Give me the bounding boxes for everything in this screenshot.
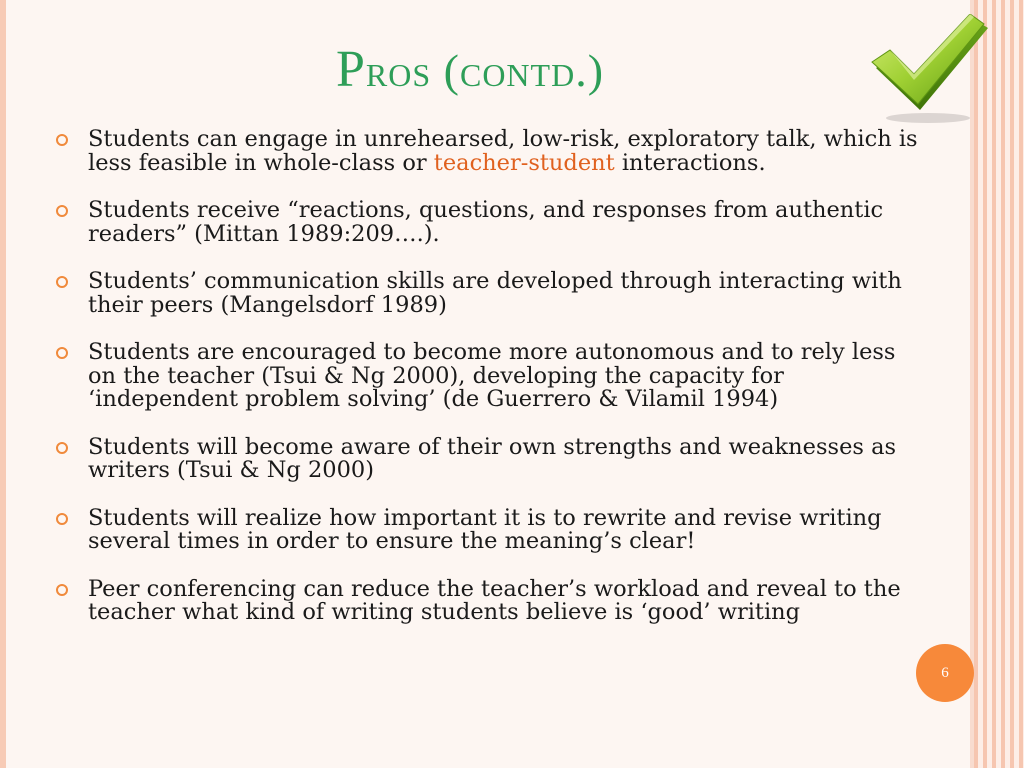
bullet-item [56,128,926,175]
bullet-text: Students can engage in unrehearsed, low-risk, exploratory talk, which is less feasible in whole-class or [88,126,918,176]
page-number-badge [916,644,974,702]
circle-bullet-icon [56,205,68,217]
bullet-text: Students’ communication skills are developed through interacting with their peers (Mangelsdorf 1989) [88,268,902,318]
bullet-item [56,575,926,625]
bullet-item [56,504,926,554]
circle-bullet-icon [56,513,68,525]
bullet-text-after: interactions. [614,149,766,176]
bullet-item [56,341,926,412]
page-number: 6 [941,664,949,681]
circle-bullet-icon [56,442,68,454]
bullet-item [56,433,926,483]
circle-bullet-icon [56,584,68,596]
slide-title [0,40,940,99]
circle-bullet-icon [56,134,68,146]
bullet-highlight: teacher-student [433,149,615,176]
title-suffix: (contd.) [431,45,605,96]
title-rest: ros [365,45,432,96]
circle-bullet-icon [56,347,68,359]
bullet-text: Students are encouraged to become more autonomous and to rely less on the teacher (Tsui & Ng 2000), developing the capacity for ‘independent problem solving’ (de Guerrero & Vilamil 1994) [88,339,896,412]
bullet-text: Peer conferencing can reduce the teacher’s workload and reveal to the teacher what kind of writing students believe is ‘good’ writing [88,575,901,625]
bullet-text: Students will become aware of their own strengths and weaknesses as writers (Tsui & Ng 2000) [88,433,897,483]
circle-bullet-icon [56,276,68,288]
bullet-item [56,199,926,246]
bullet-text: Students receive “reactions, questions, and responses from authentic readers” (Mittan 1989:209….). [88,197,884,247]
bullet-list [56,128,926,649]
title-first-letter: P [335,41,366,98]
left-border-stripe [0,0,6,768]
bullet-item [56,270,926,317]
bullet-text: Students will realize how important it is to rewrite and revise writing several times in order to ensure the meaning’s clear! [88,504,882,554]
checkmark-icon [866,14,994,124]
